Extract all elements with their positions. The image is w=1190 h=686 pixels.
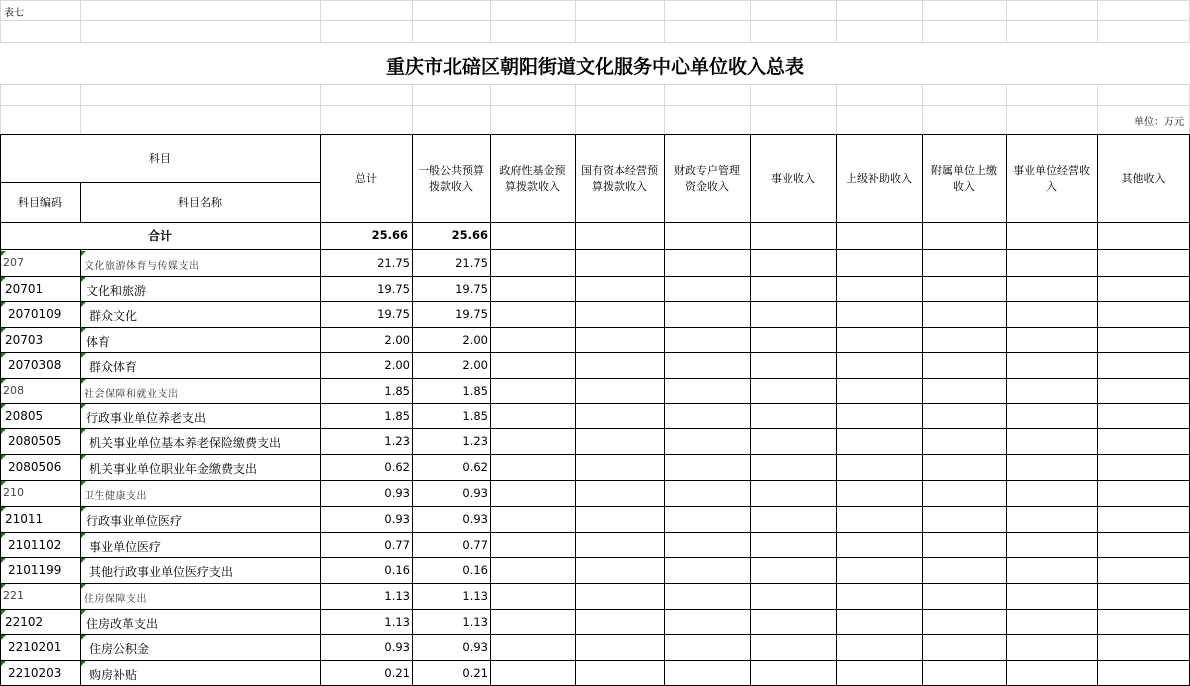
- row-code: 2080505: [8, 434, 62, 448]
- cell-flag-marker: [81, 584, 86, 589]
- total-row-total: 25.66: [371, 228, 408, 242]
- unit-label: 单位：万元: [1134, 117, 1184, 128]
- row-total: 19.75: [377, 282, 410, 296]
- row-name: 其他行政事业单位医疗支出: [89, 565, 234, 579]
- row-code: 210: [3, 486, 24, 499]
- header-other: 其他收入: [1121, 172, 1166, 185]
- row-code: 221: [3, 589, 24, 602]
- row-total: 0.93: [384, 486, 410, 500]
- row-general: 21.75: [455, 256, 488, 270]
- cell-flag-marker: [1, 277, 6, 282]
- total-row-general: 25.66: [451, 228, 488, 242]
- row-general: 0.93: [462, 640, 488, 654]
- row-total: 1.23: [384, 434, 410, 448]
- cell-flag-marker: [1, 429, 6, 434]
- row-total: 2.00: [384, 358, 410, 372]
- row-code: 2070308: [8, 358, 62, 372]
- row-name: 体育: [86, 335, 111, 349]
- row-general: 1.13: [462, 589, 488, 603]
- cell-flag-marker: [81, 302, 86, 307]
- total-row-label: 合计: [147, 229, 172, 243]
- header-gov-fund: 政府性基金预 算拨款收入: [499, 164, 566, 193]
- cell-flag-marker: [1, 379, 6, 384]
- row-code: 20805: [5, 409, 44, 423]
- header-affiliated: 附属单位上缴 收入: [931, 164, 997, 193]
- row-name: 卫生健康支出: [84, 491, 147, 502]
- cell-flag-marker: [81, 610, 86, 615]
- header-code: 科目编码: [18, 196, 62, 209]
- row-code: 22102: [5, 615, 44, 629]
- cell-flag-marker: [1, 251, 6, 256]
- header-state-capital: 国有资本经营预 算拨款收入: [581, 164, 658, 193]
- cell-flag-marker: [1, 404, 6, 409]
- row-general: 0.16: [462, 563, 488, 577]
- row-code: 21011: [5, 512, 44, 526]
- row-total: 0.77: [384, 538, 410, 552]
- cell-flag-marker: [1, 507, 6, 512]
- row-general: 19.75: [455, 282, 488, 296]
- row-total: 0.93: [384, 640, 410, 654]
- row-total: 1.13: [384, 615, 410, 629]
- cell-flag-marker: [1, 558, 6, 563]
- row-name: 事业单位医疗: [89, 540, 162, 554]
- cell-flag-marker: [1, 610, 6, 615]
- cell-flag-marker: [81, 353, 86, 358]
- row-code: 208: [3, 384, 24, 397]
- cell-flag-marker: [1, 353, 6, 358]
- page-title: 重庆市北碚区朝阳街道文化服务中心单位收入总表: [385, 56, 804, 78]
- row-general: 1.85: [462, 384, 488, 398]
- cell-flag-marker: [81, 558, 86, 563]
- row-code: 20701: [5, 282, 44, 296]
- row-total: 21.75: [377, 256, 410, 270]
- cell-flag-marker: [81, 661, 86, 666]
- row-code: 207: [3, 256, 24, 269]
- row-total: 0.93: [384, 512, 410, 526]
- row-code: 2101102: [8, 538, 62, 552]
- row-total: 0.62: [384, 460, 410, 474]
- cell-flag-marker: [81, 379, 86, 384]
- cell-flag-marker: [81, 404, 86, 409]
- header-name: 科目名称: [178, 196, 222, 209]
- row-name: 社会保障和就业支出: [84, 389, 179, 400]
- cell-flag-marker: [81, 277, 86, 282]
- row-name: 文化和旅游: [86, 284, 147, 298]
- row-general: 1.85: [462, 409, 488, 423]
- cell-flag-marker: [81, 455, 86, 460]
- cell-flag-marker: [1, 661, 6, 666]
- row-total: 1.13: [384, 589, 410, 603]
- cell-flag-marker: [1, 328, 6, 333]
- row-total: 1.85: [384, 409, 410, 423]
- row-code: 20703: [5, 333, 44, 347]
- header-total: 总计: [355, 172, 377, 185]
- cell-flag-marker: [1, 584, 6, 589]
- row-general: 2.00: [462, 358, 488, 372]
- row-code: 2210203: [8, 666, 62, 680]
- row-name: 住房公积金: [89, 642, 150, 656]
- cell-flag-marker: [1, 455, 6, 460]
- cell-flag-marker: [81, 429, 86, 434]
- sheet-label: 表七: [4, 8, 24, 19]
- row-general: 0.93: [462, 512, 488, 526]
- row-total: 1.85: [384, 384, 410, 398]
- row-total: 0.21: [384, 666, 410, 680]
- row-general: 0.62: [462, 460, 488, 474]
- header-operation: 事业单位经营收 入: [1013, 164, 1090, 193]
- row-total: 19.75: [377, 307, 410, 321]
- row-general: 1.23: [462, 434, 488, 448]
- row-name: 购房补贴: [89, 668, 138, 682]
- row-general: 0.93: [462, 486, 488, 500]
- row-name: 住房改革支出: [86, 617, 159, 631]
- row-general: 0.21: [462, 666, 488, 680]
- row-code: 2101199: [8, 563, 62, 577]
- cell-flag-marker: [81, 328, 86, 333]
- cell-flag-marker: [81, 507, 86, 512]
- header-business: 事业收入: [771, 172, 815, 185]
- row-general: 1.13: [462, 615, 488, 629]
- cell-flag-marker: [81, 533, 86, 538]
- row-general: 0.77: [462, 538, 488, 552]
- cell-flag-marker: [81, 481, 86, 486]
- row-name: 行政事业单位养老支出: [86, 411, 207, 425]
- cell-flag-marker: [81, 635, 86, 640]
- header-general: 一般公共预算 拨款收入: [418, 164, 484, 193]
- row-total: 2.00: [384, 333, 410, 347]
- row-general: 19.75: [455, 307, 488, 321]
- cell-flag-marker: [1, 533, 6, 538]
- cell-flag-marker: [1, 481, 6, 486]
- row-name: 机关事业单位基本养老保险缴费支出: [89, 436, 282, 450]
- cell-flag-marker: [1, 635, 6, 640]
- header-subject: 科目: [149, 152, 171, 165]
- row-general: 2.00: [462, 333, 488, 347]
- header-superior: 上级补助收入: [846, 172, 912, 185]
- row-name: 行政事业单位医疗: [86, 514, 183, 528]
- row-code: 2070109: [8, 307, 62, 321]
- row-name: 住房保障支出: [84, 594, 147, 605]
- header-fiscal-special: 财政专户管理 资金收入: [674, 164, 740, 193]
- row-code: 2210201: [8, 640, 62, 654]
- row-name: 群众文化: [89, 309, 138, 323]
- row-name: 文化旅游体育与传媒支出: [84, 261, 200, 272]
- cell-flag-marker: [81, 251, 86, 256]
- row-name: 群众体育: [89, 360, 138, 374]
- row-code: 2080506: [8, 460, 62, 474]
- cell-flag-marker: [1, 302, 6, 307]
- row-total: 0.16: [384, 563, 410, 577]
- row-name: 机关事业单位职业年金缴费支出: [89, 462, 258, 476]
